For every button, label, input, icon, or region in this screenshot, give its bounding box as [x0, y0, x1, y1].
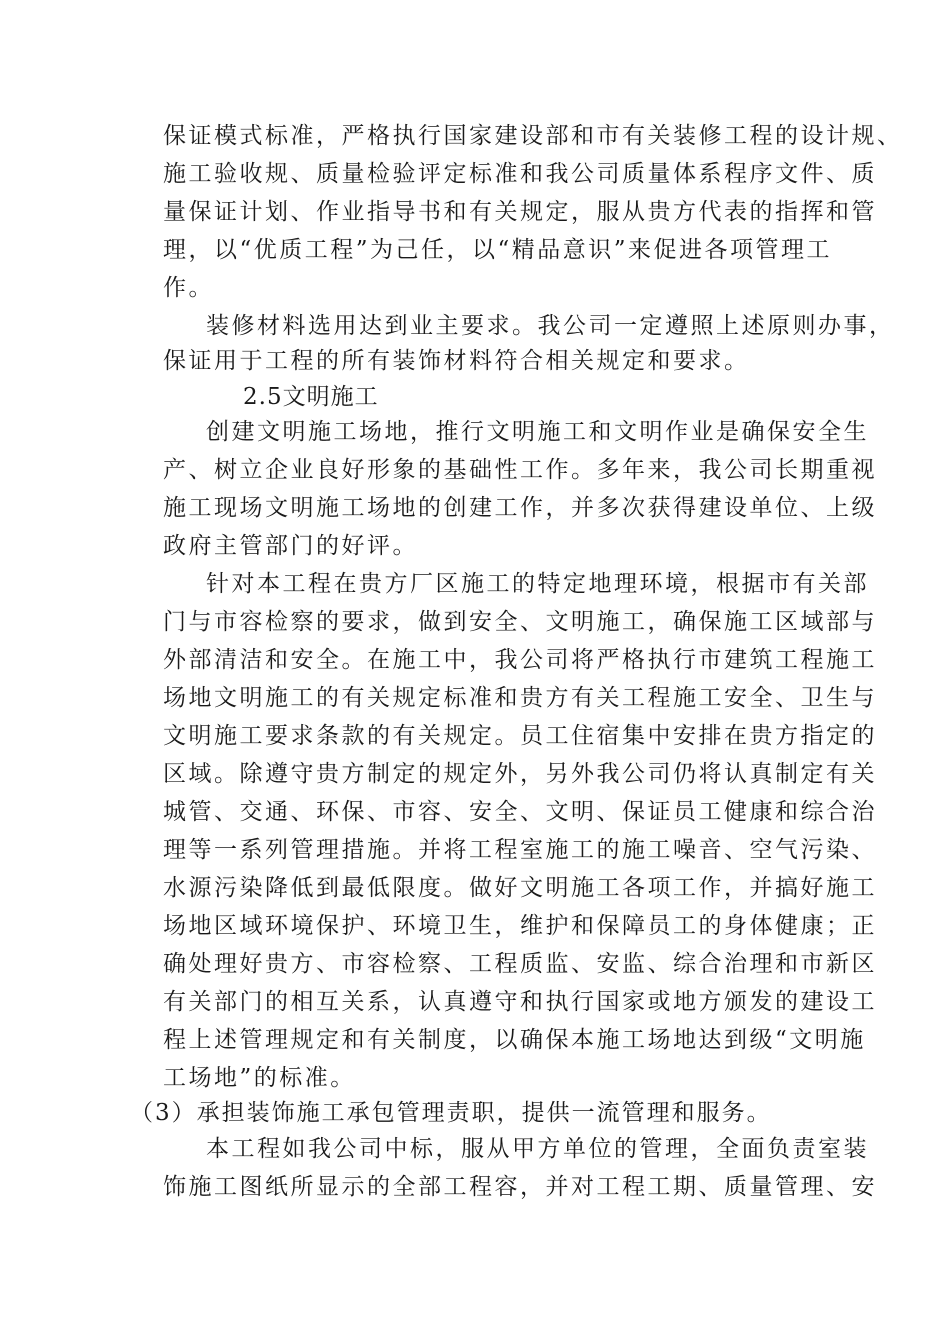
paragraph-line: 外部清洁和安全。在施工中，我公司将严格执行市建筑工程施工	[163, 647, 877, 673]
paragraph-line: 针对本工程在贵方厂区施工的特定地理环境，根据市有关部	[206, 571, 869, 597]
paragraph-line: 装修材料选用达到业主要求。我公司一定遵照上述原则办事，	[206, 313, 895, 339]
paragraph-line: 创建文明施工场地，推行文明施工和文明作业是确保安全生	[206, 419, 869, 445]
paragraph-line: 产、树立企业良好形象的基础性工作。多年来，我公司长期重视	[163, 457, 877, 483]
paragraph-line: 有关部门的相互关系，认真遵守和执行国家或地方颁发的建设工	[163, 989, 877, 1015]
paragraph-line: 门与市容检察的要求，做到安全、文明施工，确保施工区域部与	[163, 609, 877, 635]
paragraph-line: 施工验收规、质量检验评定标准和我公司质量体系程序文件、质	[163, 161, 877, 187]
paragraph-line: 场地区域环境保护、环境卫生，维护和保障员工的身体健康；正	[163, 913, 877, 939]
paragraph-line: 区域。除遵守贵方制定的规定外，另外我公司仍将认真制定有关	[163, 761, 877, 787]
paragraph-line: 本工程如我公司中标，服从甲方单位的管理，全面负责室装	[206, 1136, 869, 1162]
list-item-heading: （3）承担装饰施工承包管理责职，提供一流管理和服务。	[130, 1100, 772, 1126]
paragraph-line: 政府主管部门的好评。	[163, 533, 418, 559]
paragraph-line: 工场地”的标准。	[163, 1065, 356, 1091]
paragraph-line: 施工现场文明施工场地的创建工作，并多次获得建设单位、上级	[163, 495, 877, 521]
paragraph-line: 饰施工图纸所显示的全部工程容，并对工程工期、质量管理、安	[163, 1174, 877, 1200]
paragraph-line: 保证模式标准，严格执行国家建设部和市有关装修工程的设计规、	[163, 123, 903, 149]
paragraph-line: 确处理好贵方、市容检察、工程质监、安监、综合治理和市新区	[163, 951, 877, 977]
paragraph-line: 场地文明施工的有关规定标准和贵方有关工程施工安全、卫生与	[163, 685, 877, 711]
paragraph-line: 水源污染降低到最低限度。做好文明施工各项工作，并搞好施工	[163, 875, 877, 901]
paragraph-line: 理，以“优质工程”为己任，以“精品意识”来促进各项管理工	[163, 237, 833, 263]
paragraph-line: 城管、交通、环保、市容、安全、文明、保证员工健康和综合治	[163, 799, 877, 825]
paragraph-line: 作。	[163, 275, 214, 301]
paragraph-line: 量保证计划、作业指导书和有关规定，服从贵方代表的指挥和管	[163, 199, 877, 225]
paragraph-line: 理等一系列管理措施。并将工程室施工的施工噪音、空气污染、	[163, 837, 877, 863]
section-heading: 2.5文明施工	[243, 384, 379, 410]
paragraph-line: 文明施工要求条款的有关规定。员工住宿集中安排在贵方指定的	[163, 723, 877, 749]
paragraph-line: 程上述管理规定和有关制度，以确保本施工场地达到级“文明施	[163, 1027, 866, 1053]
paragraph-line: 保证用于工程的所有装饰材料符合相关规定和要求。	[163, 348, 750, 374]
